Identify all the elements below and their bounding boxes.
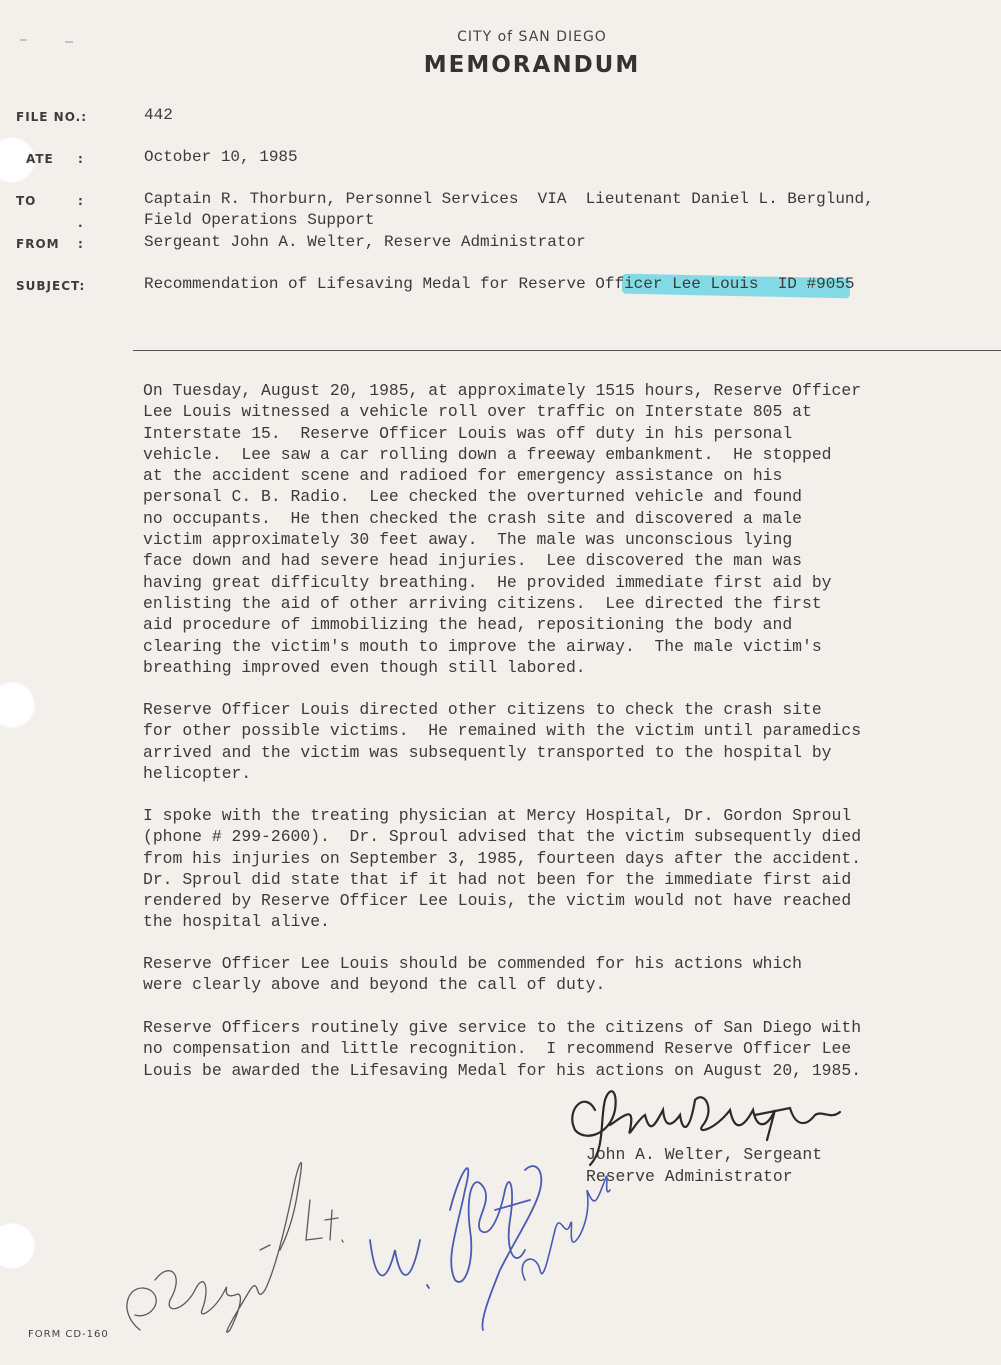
punch-hole-middle [0, 681, 36, 729]
to-value-line2: Field Operations Support [144, 211, 375, 229]
signer-name: John A. Welter, Sergeant [586, 1145, 823, 1164]
signer-title: Reserve Administrator [586, 1167, 793, 1186]
corner-marks [15, 30, 75, 50]
to-label: TO [16, 194, 37, 208]
body-paragraph-5: Reserve Officers routinely give service to the citizens of San Diego with no compensation and little recognition. I recommend Reserve Officer Lee Louis be awarded the Lifesaving Medal for his actions on August 20, 1985. [143, 1018, 862, 1080]
file-no-value: 442 [144, 106, 173, 124]
date-value: October 10, 1985 [144, 148, 298, 166]
from-label: FROM [16, 237, 60, 251]
body-paragraph-4: Reserve Officer Lee Louis should be commended for his actions which were clearly above and beyond the call of duty. [143, 954, 803, 995]
body-paragraph-1: On Tuesday, August 20, 1985, at approximately 1515 hours, Reserve Officer Lee Louis witnessed a vehicle roll over traffic on Interstate 805 at Interstate 15. Reserve Officer Louis was off duty in his personal vehicle. Lee saw a car rolling down a freeway embankment. He stopped at the accident scene and radioed for emergency assistance on his personal C. B. Radio. Lee checked the overturned vehicle and found no occupants. He then checked the crash site and discovered a male victim approximately 30 feet away. The male was unconscious lying face down and had severe head injuries. Lee discovered the man was having great difficulty breathing. He provided immediate first aid by enlisting the aid of other arriving citizens. Lee directed the first aid procedure of immobilizing the head, repositioning the body and clearing the victim's mouth to improve the airway. The male victim's breathing improved even though still labored. [143, 381, 862, 677]
header-title: MEMORANDUM [423, 52, 641, 78]
subject-value: Recommendation of Lifesaving Medal for Reserve Officer Lee Louis ID #9055 [144, 275, 855, 293]
body-paragraph-2: Reserve Officer Louis directed other citizens to check the crash site for other possible victims. He remained with the victim until paramedics arrived and the victim was subsequently transported to the hospital by helicopter. [143, 700, 862, 783]
berglund-signature [110, 1140, 350, 1340]
to-value: Captain R. Thorburn, Personnel Services VIA Lieutenant Daniel L. Berglund, [144, 190, 874, 208]
subject-label: SUBJECT: [16, 279, 86, 293]
form-number: FORM CD-160 [28, 1329, 109, 1340]
header-city: CITY of SAN DIEGO [457, 29, 607, 45]
body-paragraph-3: I spoke with the treating physician at Mercy Hospital, Dr. Gordon Sproul (phone # 299-2600). Dr. Sproul advised that the victim subsequently died from his injuries on September 3, 1985, fourteen days after the accident. Dr. Sproul did state that if it had not been for the immediate first aid rendered by Reserve Officer Lee Louis, the victim would not have reached the hospital alive. [143, 806, 862, 932]
from-colon: : [78, 237, 83, 251]
date-colon: : [78, 152, 83, 166]
punch-hole-bottom [0, 1222, 36, 1270]
to-colon-2: . [78, 216, 83, 230]
from-value: Sergeant John A. Welter, Reserve Administrator [144, 233, 586, 251]
file-no-label: FILE NO.: [16, 110, 88, 124]
getter-signature [365, 1130, 625, 1330]
date-label: ATE [26, 152, 54, 166]
to-colon: : [78, 194, 83, 208]
header-divider [133, 350, 1001, 351]
